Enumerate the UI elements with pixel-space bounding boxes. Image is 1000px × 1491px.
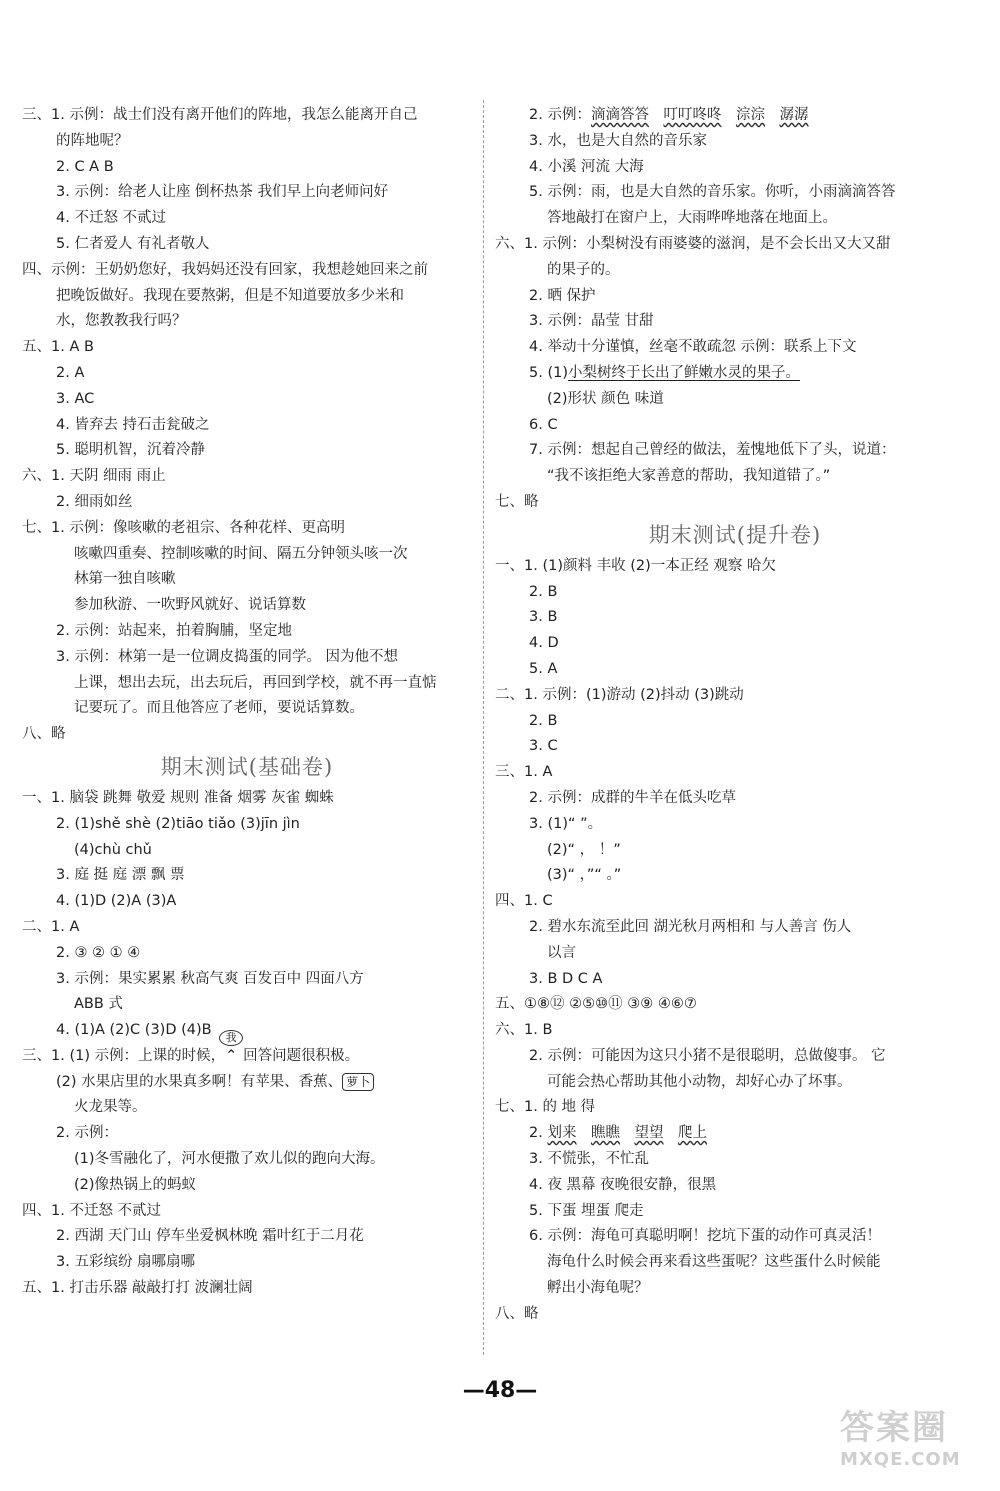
answer-line: 七、略 [495, 493, 539, 510]
answer-line: 3. 水，也是大自然的音乐家 [529, 132, 707, 149]
answer-line: 八、略 [495, 1305, 539, 1322]
right-column [495, 103, 975, 1328]
answer-line: 四、1. C [495, 893, 553, 910]
answer-line: “我不该拒绝大家善意的帮助，我知道错了。” [547, 468, 831, 485]
answer-line: (1)冬雪融化了，河水便撒了欢儿似的跑向大海。 [74, 1151, 385, 1168]
answer-line: (2)像热锅上的蚂蚁 [74, 1176, 197, 1193]
insert-mark: 我 ⌃ [225, 1044, 243, 1070]
column-divider [483, 100, 484, 1355]
answer-line: 3. (1)“ ”。 [529, 815, 603, 832]
answer-line: (3)“ ，”“ 。” [547, 867, 622, 884]
answer-line: 3. 不慌张，不忙乱 [529, 1151, 649, 1168]
answer-line: 3. 庭 挺 庭 漂 飘 票 [56, 867, 185, 884]
answer-line: 3. B [529, 609, 558, 626]
answer-line: 2. 碧水东流至此回 湖光秋月两相和 与人善言 伤人 [529, 918, 852, 935]
answer-line: 3. B D C A [529, 970, 603, 987]
wavy-underlined-word: 潺潺 [779, 107, 809, 123]
answer-line: 记要玩了。而且他答应了老师，要说话算数。 [74, 700, 364, 717]
answer-line: 4. (1)D (2)A (3)A [56, 893, 177, 910]
answer-line: 把晚饭做好。我现在要熬粥，但是不知道要放多少米和 [56, 287, 404, 304]
answer-line: 4. 小溪 河流 大海 [529, 158, 644, 175]
answer-line: 咳嗽四重奏、控制咳嗽的时间、隔五分钟领头咳一次 [74, 545, 408, 562]
answer-line: 4. (1)A (2)C (3)D (4)B [56, 1022, 212, 1039]
answer-line: 上课，想出去玩，出去玩后，再回到学校，就不再一直惦 [74, 674, 437, 691]
answer-line: 2. A [56, 364, 85, 381]
answer-line: 3. AC [56, 390, 95, 407]
answer-line: 七、1. 示例：像咳嗽的老祖宗、各种花样、更高明 [22, 519, 345, 536]
answer-line: 四、1. 不迁怒 不贰过 [22, 1202, 162, 1219]
answer-line: 4. 夜 黑幕 夜晚很安静，很黑 [529, 1176, 717, 1193]
answer-line: 2. 西湖 天门山 停车坐爱枫林晚 霜叶红于二月花 [56, 1228, 364, 1245]
answer-line: 2. 示例： [56, 1125, 118, 1142]
answer-line: 六、1. 天阴 细雨 雨止 [22, 468, 166, 485]
answer-line: 5. 示例：雨，也是大自然的音乐家。你听，小雨滴滴答答 [529, 184, 896, 201]
answer-line: 2. 示例：可能因为这只小猪不是很聪明，总做傻事。 它 [529, 1047, 886, 1064]
answer-line: 4. 皆弃去 持石击瓮破之 [56, 416, 210, 433]
answer-line: 3. 示例：果实累累 秋高气爽 百发百中 四面八方 [56, 970, 364, 987]
answer-line: 5. A [529, 660, 558, 677]
answer-line: 五、1. A B [22, 339, 94, 356]
answer-line: 2. B [529, 712, 558, 729]
answer-line: (2)形状 颜色 味道 [547, 390, 664, 407]
answer-line: 3. 示例：给老人让座 倒杯热茶 我们早上向老师问好 [56, 184, 389, 201]
answer-line: 2. 示例：站起来，拍着胸脯，坚定地 [56, 622, 292, 639]
answer-line: 火龙果等。 [74, 1099, 147, 1116]
answer-line: 4. 举动十分谨慎，丝毫不敢疏忽 示例：联系上下文 [529, 339, 857, 356]
answer-line: 六、1. 示例：小梨树没有雨婆婆的滋润，是不会长出又大又甜 [495, 235, 891, 252]
heading-advanced-test: 期末测试(提升卷) [648, 522, 822, 547]
wavy-underlined-word: 望望 [634, 1125, 664, 1142]
answer-line: 3. C [529, 738, 558, 755]
answer-line: 5. 聪明机智，沉着冷静 [56, 442, 205, 459]
answer-line: 孵出小海龟呢？ [547, 1280, 649, 1297]
answer-line: 6. C [529, 416, 558, 433]
answer-line: 4. 不迁怒 不贰过 [56, 210, 167, 227]
answer-line: 2. 细雨如丝 [56, 493, 133, 510]
answer-line: 可能会热心帮助其他小动物，却好心办了坏事。 [547, 1073, 852, 1090]
answer-line: 海龟什么时候会再来看这些蛋呢？这些蛋什么时候能 [547, 1254, 881, 1271]
answer-line: 2. ③ ② ① ④ [56, 944, 141, 961]
wavy-underlined-word: 爬上 [677, 1125, 707, 1142]
answer-line: 以言 [547, 944, 576, 961]
wavy-underlined-word: 叮叮咚咚 [663, 107, 722, 123]
answer-line: 二、1. A [22, 918, 80, 935]
watermark-logo: 答案圈 [840, 1408, 948, 1448]
answer-line: 二、1. 示例：(1)游动 (2)抖动 (3)跳动 [495, 686, 744, 703]
answer-line: 7. 示例：想起自己曾经的做法，羞愧地低下了头，说道： [529, 442, 896, 459]
answer-line: 答地敲打在窗户上，大雨哗哗地落在地面上。 [547, 210, 837, 227]
answer-line: 4. D [529, 635, 559, 652]
answer-line: 六、1. B [495, 1022, 553, 1039]
answer-line: 八、略 [22, 726, 66, 743]
answer-line: 五、1. 打击乐器 敲敲打打 波澜壮阔 [22, 1280, 253, 1297]
wavy-underlined-word: 划来 [547, 1125, 577, 1142]
answer-line: 的果子的。 [547, 261, 620, 278]
answer-line: 2. 划来 瞧瞧 望望 爬上 [529, 1125, 707, 1142]
answer-line: 2. 示例：滴滴答答 叮叮咚咚 淙淙 潺潺 [529, 107, 809, 123]
answer-line: 3. 示例：晶莹 甘甜 [529, 313, 654, 330]
wavy-underlined-word: 淙淙 [735, 107, 765, 123]
correction-box: 萝卜 [342, 1073, 374, 1091]
answer-line: (4)chù chǔ [74, 841, 152, 858]
answer-line: 5. 仁者爱人 有礼者敬人 [56, 235, 210, 252]
answer-line: 四、示例：王奶奶您好，我妈妈还没有回家，我想趁她回来之前 [22, 261, 428, 278]
answer-line: 三、1. 示例：战士们没有离开他们的阵地，我怎么能离开自己 [22, 107, 418, 123]
answer-line: 林第一独自咳嗽 [74, 571, 176, 588]
answer-line: 三、1. (1) 示例：上课的时候， 我 ⌃ 回答问题很积极。 [22, 1044, 472, 1070]
page-number: —48— [462, 1378, 538, 1403]
answer-line: 3. 五彩缤纷 扇哪扇哪 [56, 1254, 196, 1271]
heading-basic-test: 期末测试(基础卷) [160, 754, 334, 779]
answer-line: (2) 水果店里的水果真多啊！有苹果、香蕉、 萝卜 [22, 1070, 472, 1096]
answer-line: 2. B [529, 583, 558, 600]
answer-line: ABB 式 [74, 996, 123, 1013]
answer-line: 水，您教教我行吗？ [56, 313, 187, 330]
answer-line: 七、1. 的 地 得 [495, 1099, 596, 1116]
answer-line: 5. 下蛋 埋蛋 爬走 [529, 1202, 644, 1219]
watermark-url: MXQE.COM [840, 1449, 961, 1470]
wavy-underlined-word: 瞧瞧 [590, 1125, 620, 1142]
answer-line: 6. 示例：海龟可真聪明啊！挖坑下蛋的动作可真灵活！ [529, 1228, 881, 1245]
answer-line: 2. 晒 保护 [529, 287, 596, 304]
answer-line: 一、1. (1)颜料 丰收 (2)一本正经 观察 哈欠 [495, 557, 776, 574]
answer-line: 5. (1)小梨树终于长出了鲜嫩水灵的果子。 [529, 364, 800, 381]
answer-line: 一、1. 脑袋 跳舞 敬爱 规则 准备 烟雾 灰雀 蜘蛛 [22, 789, 334, 806]
answer-line: (2)“ ， ！” [547, 841, 621, 858]
answer-line: 3. 示例：林第一是一位调皮捣蛋的同学。 因为他不想 [56, 648, 399, 665]
watermark [840, 1400, 990, 1480]
answer-line: 三、1. A [495, 764, 553, 781]
answer-line: 五、①⑧⑫ ②⑤⑩⑪ ③⑨ ④⑥⑦ [495, 996, 697, 1013]
left-column [22, 103, 472, 1302]
answer-line: 参加秋游、一吹野风就好、说话算数 [74, 597, 306, 614]
answer-line: 的阵地呢？ [56, 132, 129, 149]
answer-line: 2. C A B [56, 158, 114, 175]
wavy-underlined-word: 滴滴答答 [590, 107, 649, 123]
answer-line: 2. (1)shě shè (2)tiāo tiǎo (3)jīn jìn [56, 815, 300, 832]
answer-line: 2. 示例：成群的牛羊在低头吃草 [529, 789, 736, 806]
